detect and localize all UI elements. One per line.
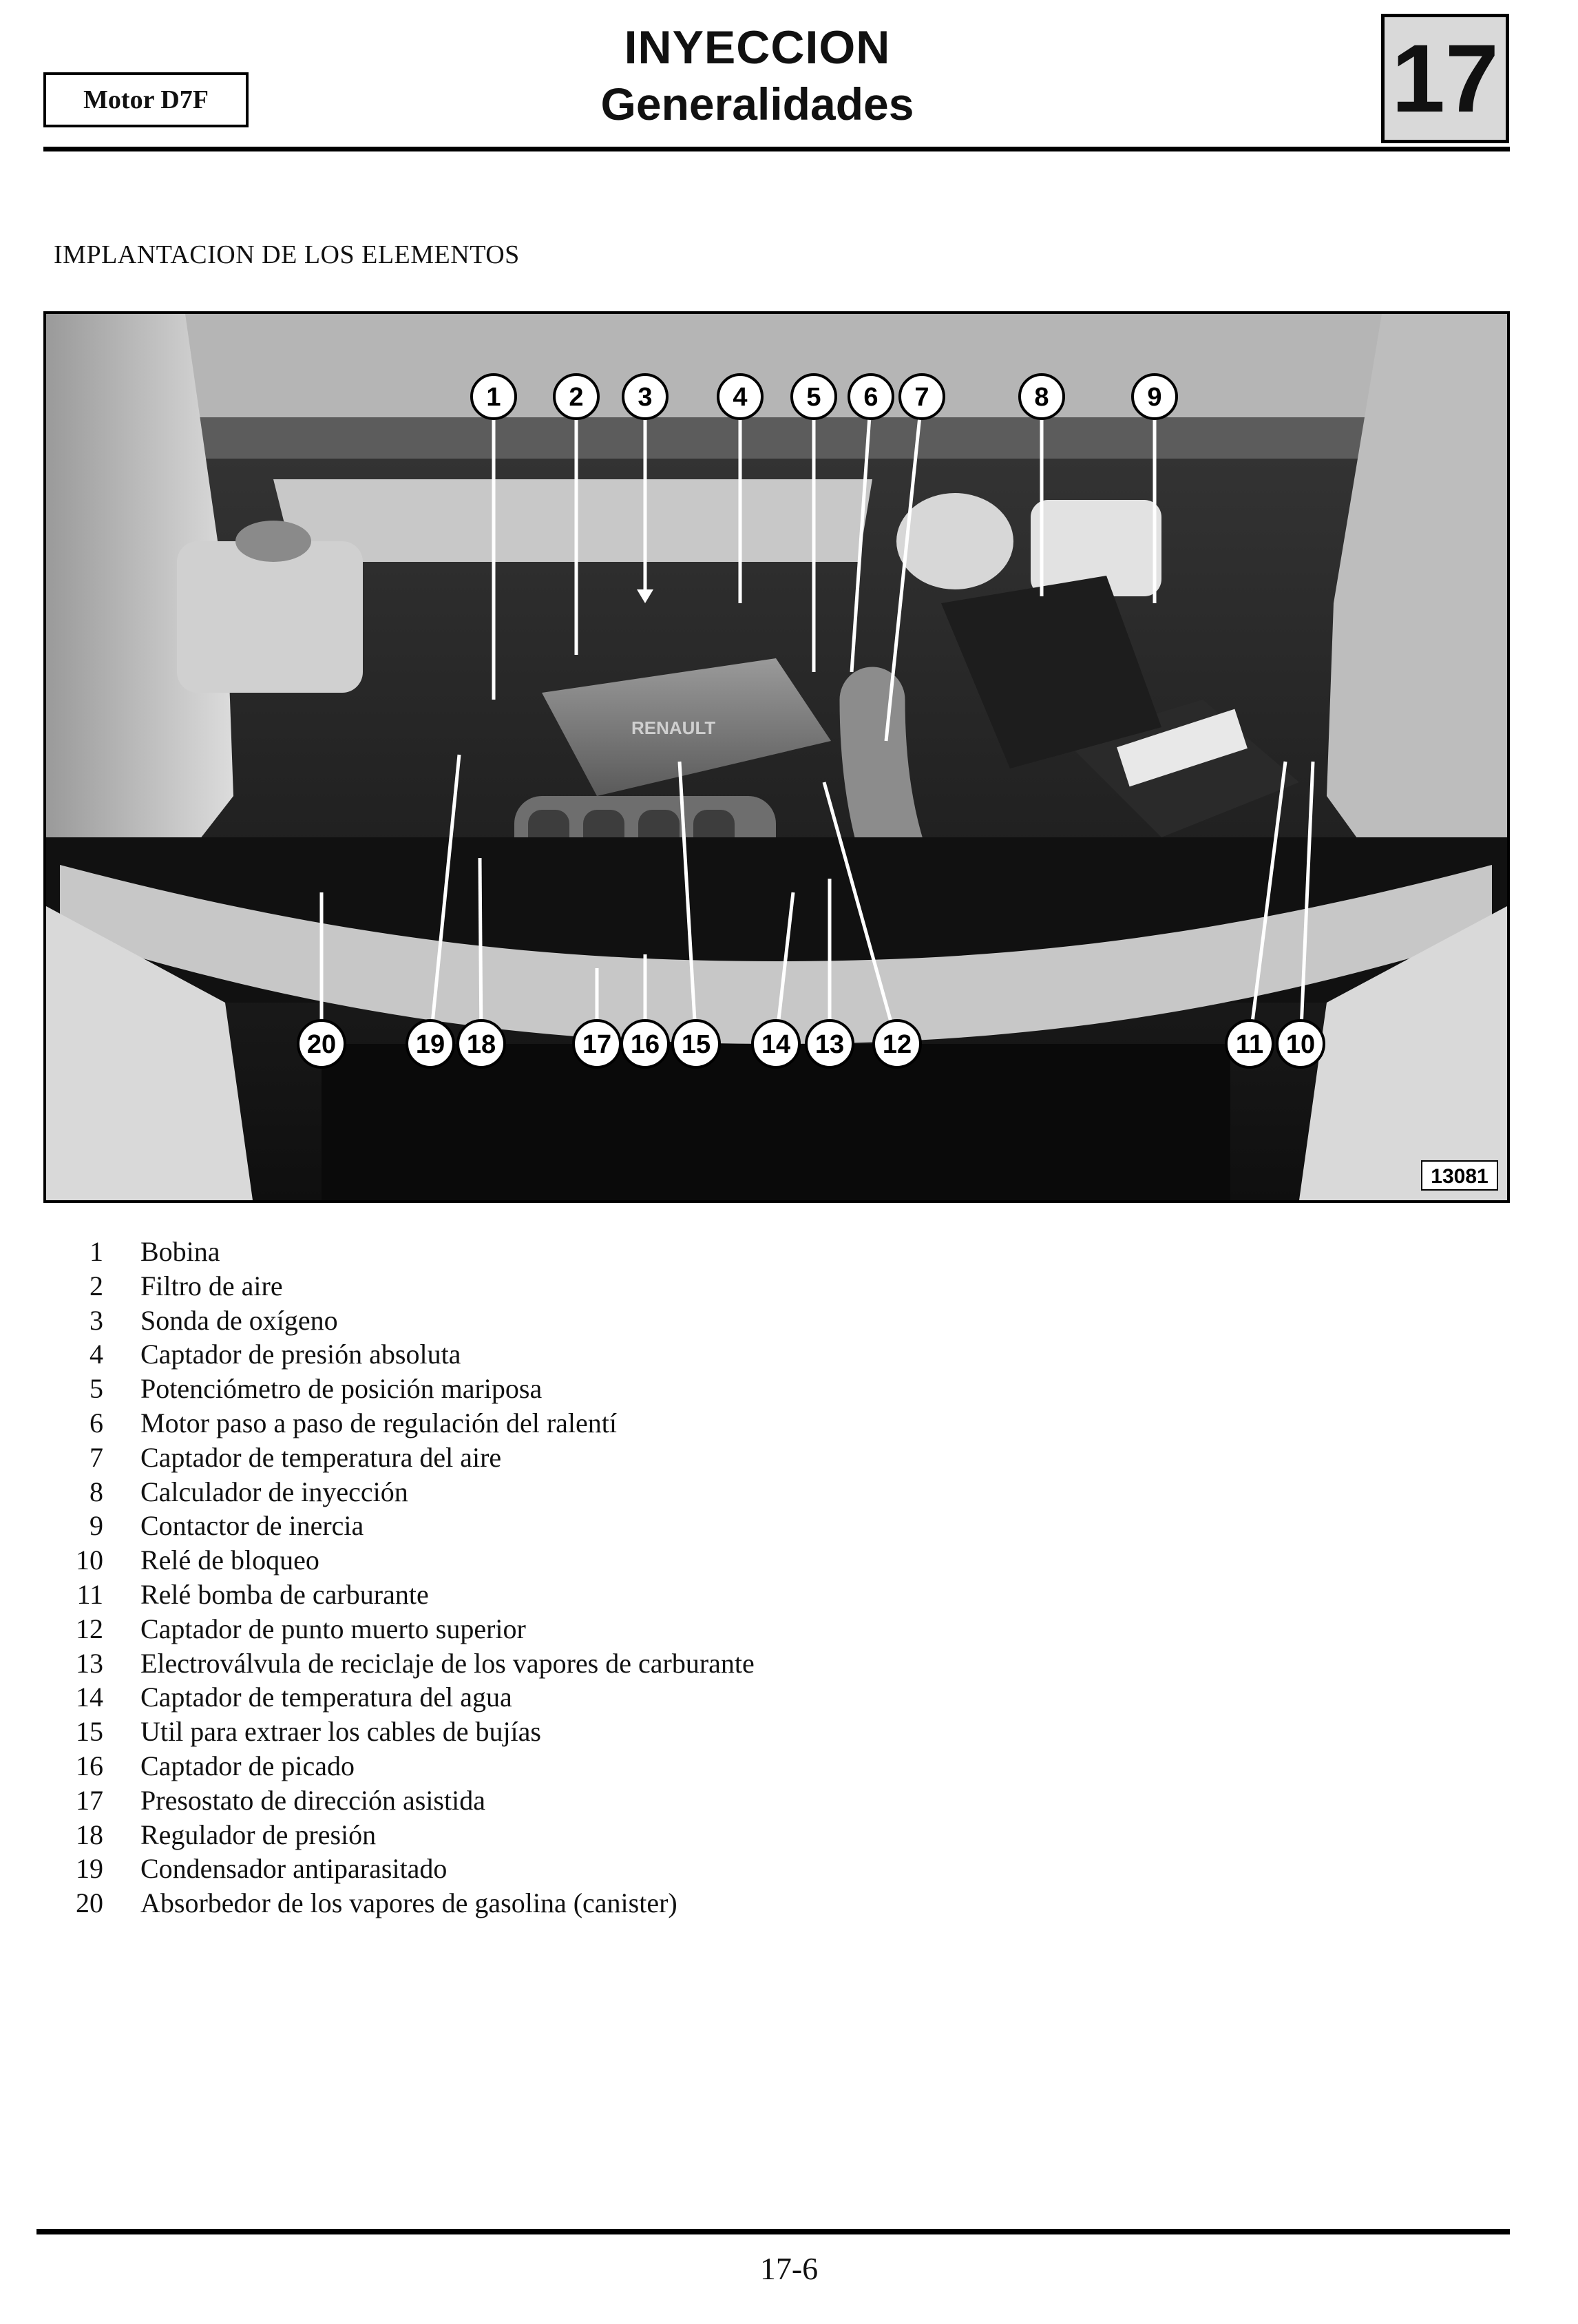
page-title: INYECCION	[624, 21, 891, 74]
svg-text:5: 5	[806, 383, 821, 412]
callout-8	[1020, 375, 1064, 419]
svg-text:15: 15	[681, 1030, 711, 1059]
legend-item	[62, 1509, 755, 1543]
legend-item-label: Relé bomba de carburante	[140, 1578, 429, 1610]
legend-item-number: 8	[90, 1476, 103, 1507]
legend-item-label: Captador de punto muerto superior	[140, 1613, 526, 1644]
svg-text:13: 13	[814, 1030, 845, 1059]
callout-11	[1226, 1020, 1273, 1067]
callout-3	[623, 375, 667, 419]
svg-text:17: 17	[582, 1030, 612, 1059]
legend-item-label: Presostato de dirección asistida	[140, 1784, 485, 1816]
svg-text:11: 11	[1235, 1030, 1264, 1059]
svg-text:2: 2	[569, 383, 584, 412]
legend-item-label: Calculador de inyección	[140, 1476, 408, 1507]
legend-item	[62, 1543, 755, 1578]
legend-item	[62, 1818, 755, 1852]
legend-item	[62, 1441, 755, 1475]
legend-item-number: 16	[76, 1750, 103, 1781]
svg-text:18: 18	[466, 1030, 496, 1059]
svg-text:19: 19	[415, 1030, 445, 1059]
legend-item-label: Absorbedor de los vapores de gasolina (canister)	[140, 1887, 677, 1919]
legend-item	[62, 1749, 755, 1783]
callout-4	[718, 375, 762, 419]
legend-item-number: 9	[90, 1510, 103, 1542]
legend-item	[62, 1337, 755, 1372]
legend-item-label: Captador de picado	[140, 1750, 355, 1781]
motor-label: Motor D7F	[83, 85, 209, 114]
legend-item	[62, 1886, 755, 1920]
callout-18	[458, 1020, 505, 1067]
legend-item-number: 7	[90, 1441, 103, 1473]
legend-item-number: 13	[76, 1647, 103, 1679]
legend-item-label: Bobina	[140, 1236, 220, 1267]
legend-item-number: 12	[76, 1613, 103, 1644]
svg-text:12: 12	[882, 1030, 912, 1059]
legend-item-number: 17	[76, 1784, 103, 1816]
legend-item-number: 18	[76, 1819, 103, 1850]
page-subtitle: Generalidades	[600, 78, 914, 129]
legend-item	[62, 1646, 755, 1681]
svg-text:7: 7	[914, 383, 929, 412]
legend-item-number: 11	[76, 1578, 103, 1610]
svg-text:20: 20	[306, 1030, 337, 1059]
callout-2	[554, 375, 598, 419]
callout-13	[806, 1020, 853, 1067]
legend-item-number: 3	[90, 1304, 103, 1336]
legend-item	[62, 1852, 755, 1886]
header-divider	[43, 147, 1510, 151]
legend-item	[62, 1783, 755, 1818]
legend-item-label: Filtro de aire	[140, 1270, 283, 1301]
legend-item	[62, 1612, 755, 1646]
svg-text:1: 1	[486, 383, 501, 412]
legend-item-label: Sonda de oxígeno	[140, 1304, 338, 1336]
callout-10	[1277, 1020, 1324, 1067]
legend-item-label: Captador de temperatura del aire	[140, 1441, 502, 1473]
legend-item-label: Contactor de inercia	[140, 1510, 364, 1542]
page-number: 17-6	[759, 2251, 819, 2286]
legend-item-number: 5	[90, 1373, 103, 1405]
chapter-number-box	[1381, 14, 1509, 143]
page-title-block	[482, 19, 1033, 132]
legend-item	[62, 1304, 755, 1338]
legend-item-label: Electroválvula de reciclaje de los vapores de carburante	[140, 1647, 755, 1679]
svg-text:10: 10	[1285, 1030, 1316, 1059]
legend-item	[62, 1269, 755, 1304]
svg-text:6: 6	[863, 383, 879, 412]
legend-item-label: Util para extraer los cables de bujías	[140, 1716, 541, 1748]
renault-cover-lettering: RENAULT	[631, 718, 716, 738]
legend-item	[62, 1578, 755, 1612]
engine-bay-photo	[43, 311, 1510, 1203]
legend-item-number: 1	[90, 1236, 103, 1267]
callout-6	[849, 375, 893, 419]
legend-item-number: 10	[76, 1545, 103, 1576]
legend-item-label: Captador de temperatura del agua	[140, 1682, 512, 1713]
legend-item	[62, 1475, 755, 1509]
legend-item-number: 14	[76, 1682, 103, 1713]
svg-text:3: 3	[638, 383, 653, 412]
callout-5	[792, 375, 836, 419]
engine-bay-illustration	[46, 314, 1507, 1200]
callout-14	[753, 1020, 799, 1067]
legend-item	[62, 1372, 755, 1406]
legend-item	[62, 1715, 755, 1749]
legend-item-number: 6	[90, 1407, 103, 1438]
legend-item-number: 2	[90, 1270, 103, 1301]
legend-item-label: Regulador de presión	[140, 1819, 377, 1850]
legend-item-label: Potenciómetro de posición mariposa	[140, 1373, 543, 1405]
legend-item-number: 20	[76, 1887, 103, 1919]
chapter-number: 17	[1391, 24, 1499, 132]
legend-item-label: Captador de presión absoluta	[140, 1339, 461, 1370]
component-legend	[62, 1235, 755, 1920]
callout-15	[673, 1020, 719, 1067]
motor-label-box	[43, 72, 249, 127]
callout-17	[574, 1020, 620, 1067]
legend-item-label: Relé de bloqueo	[140, 1545, 319, 1576]
svg-text:8: 8	[1034, 383, 1049, 412]
callout-16	[622, 1020, 669, 1067]
svg-text:14: 14	[761, 1030, 791, 1059]
svg-text:9: 9	[1147, 383, 1162, 412]
svg-text:4: 4	[733, 383, 748, 412]
legend-item	[62, 1406, 755, 1441]
callout-7	[900, 375, 944, 419]
callout-9	[1133, 375, 1177, 419]
legend-item	[62, 1235, 755, 1269]
svg-text:16: 16	[630, 1030, 660, 1059]
callout-19	[407, 1020, 454, 1067]
callout-20	[298, 1020, 345, 1067]
legend-item-number: 19	[76, 1853, 103, 1885]
legend-item	[62, 1680, 755, 1715]
legend-item-label: Condensador antiparasitado	[140, 1853, 448, 1885]
section-heading: IMPLANTACION DE LOS ELEMENTOS	[54, 240, 520, 269]
legend-item-number: 15	[76, 1716, 103, 1748]
legend-item-label: Motor paso a paso de regulación del ralentí	[140, 1407, 617, 1438]
figure-reference-number: 13081	[1431, 1165, 1488, 1188]
legend-item-number: 4	[90, 1339, 103, 1370]
callout-1	[472, 375, 516, 419]
footer-divider	[36, 2229, 1510, 2234]
callout-12	[874, 1020, 920, 1067]
